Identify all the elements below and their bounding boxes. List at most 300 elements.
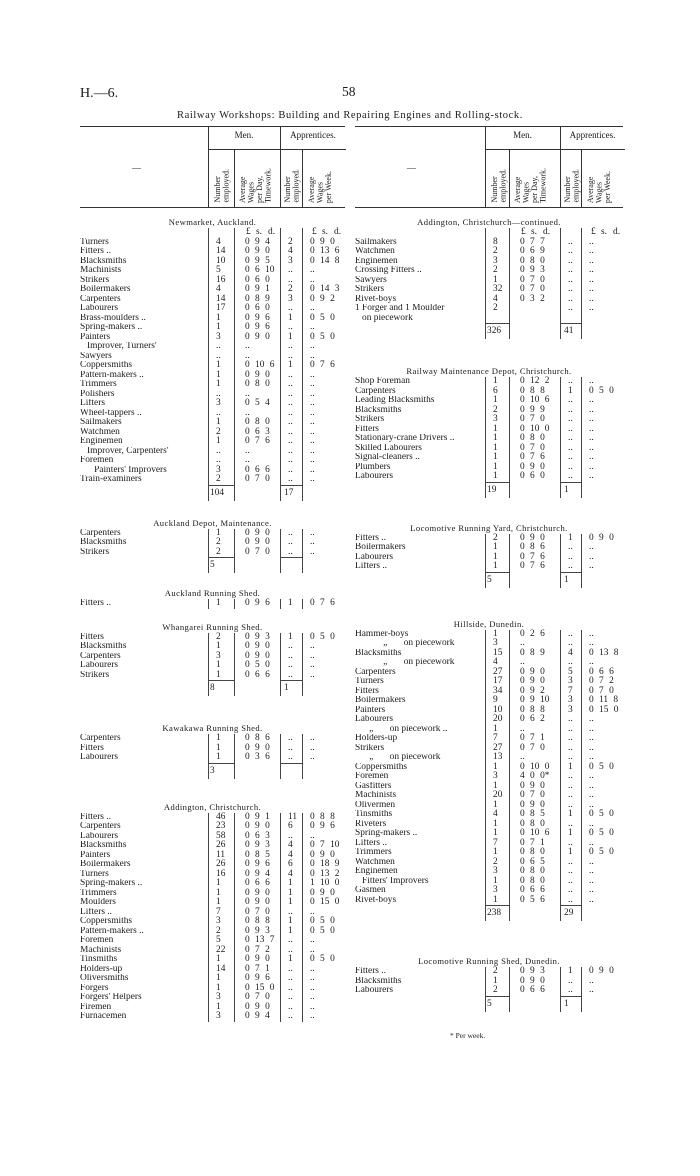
table-row — [355, 444, 623, 454]
men-number: 2 — [493, 856, 498, 867]
apprentice-wages: 0 7 6 — [310, 598, 335, 608]
unit-shillings: s. — [322, 227, 328, 237]
apprentice-wages: .. — [310, 944, 315, 955]
apprentice-number: .. — [288, 398, 293, 408]
section-rows — [80, 599, 345, 609]
men-number: 1 — [216, 360, 221, 370]
apprentice-number: .. — [288, 935, 293, 945]
apprentice-wages: .. — [589, 395, 594, 405]
apprentice-wages: .. — [589, 404, 594, 415]
apprentice-wages: 1 10 0 — [310, 878, 340, 888]
apprentice-number: 1 — [568, 532, 573, 543]
apprentice-number: 3 — [288, 293, 293, 304]
occupation: Improver, Carpenters' — [80, 446, 169, 456]
men-wages: 0 9 3 — [245, 925, 270, 936]
men-number: 26 — [216, 859, 226, 869]
header-dash: — — [132, 163, 141, 173]
apprentice-number: .. — [288, 752, 293, 762]
column-rule — [302, 557, 303, 573]
apprentice-wages: .. — [589, 657, 594, 667]
apprentice-wages: .. — [310, 546, 315, 557]
occupation: Signal-cleaners .. — [355, 453, 420, 462]
occupation: Foremen — [80, 456, 114, 465]
table-row — [80, 1003, 345, 1013]
apprentice-number: .. — [568, 799, 573, 810]
men-wages: 0 6 9 — [520, 246, 545, 256]
men-number: .. — [216, 388, 221, 399]
men-wages: 0 8 0 — [245, 379, 270, 389]
table-row — [80, 841, 345, 851]
men-wages: 0 7 1 — [520, 837, 545, 848]
table-row — [80, 276, 345, 286]
occupation: 1 Forger and 1 Moulder — [355, 304, 445, 313]
table-row — [80, 936, 345, 946]
column-rule — [509, 482, 510, 498]
men-wages: 0 9 0 — [245, 369, 270, 380]
apprentice-number: 3 — [568, 704, 573, 715]
men-number: 23 — [216, 821, 226, 831]
table-section — [80, 621, 345, 697]
men-number: 1 — [493, 274, 498, 285]
occupation: Sailmakers — [80, 418, 122, 427]
men-wages: 0 7 6 — [520, 561, 545, 571]
table-row — [355, 534, 623, 544]
occupation: Firemen — [80, 1002, 112, 1012]
col-men-wages: Average Wages per Day, Timework. — [513, 167, 548, 203]
occupation: Hammer-boys — [355, 629, 409, 639]
apprentice-wages: .. — [589, 875, 594, 886]
men-number: 1 — [493, 442, 498, 453]
apprentice-wages: 0 9 0 — [310, 849, 335, 860]
men-wages: 0 8 6 — [245, 733, 270, 743]
apprentice-wages: 0 9 0 — [589, 966, 614, 976]
table-row — [355, 377, 623, 387]
table-row — [355, 782, 623, 792]
apprentice-number: 1 — [288, 598, 293, 608]
apprentice-wages: .. — [589, 471, 594, 481]
men-wages: 0 6 6 — [520, 985, 545, 995]
table-row — [80, 447, 345, 457]
apprentice-number: .. — [288, 537, 293, 547]
men-wages: 0 8 6 — [520, 542, 545, 552]
men-number: 1 — [216, 322, 221, 332]
apprentice-wages: .. — [589, 985, 594, 995]
men-number: 17 — [493, 676, 503, 686]
table-row — [80, 409, 345, 419]
apprentice-wages: .. — [310, 1001, 315, 1012]
apprentice-number: .. — [288, 982, 293, 993]
occupation: Carpenters — [355, 667, 396, 677]
column-rule — [581, 323, 582, 339]
page-number: 58 — [342, 84, 356, 99]
men-number: 16 — [216, 274, 226, 285]
header-rule — [302, 149, 303, 207]
apprentice-number: 1 — [288, 916, 293, 926]
apprentice-number: .. — [288, 407, 293, 418]
men-wages: 0 6 3 — [245, 830, 270, 841]
occupation: Turners — [80, 237, 109, 247]
occupation: Lifters .. — [80, 907, 113, 917]
table-row — [355, 639, 623, 649]
apprentice-number: 3 — [288, 255, 293, 266]
men-number: 14 — [216, 293, 226, 304]
apprentice-wages: .. — [310, 1011, 315, 1021]
men-number: 1 — [493, 894, 498, 905]
apprentice-wages: .. — [310, 369, 315, 380]
apprentice-number: .. — [288, 963, 293, 974]
col-app-number: Number employed. — [283, 169, 301, 203]
column-rule — [280, 680, 281, 696]
men-wages: 0 9 0 — [520, 666, 545, 677]
apprentice-number: 7 — [568, 685, 573, 696]
table-row — [80, 965, 345, 975]
column-header — [355, 126, 623, 208]
men-wages: 0 15 0 — [245, 982, 275, 993]
table-row — [355, 706, 623, 716]
men-wages: 0 8 8 — [245, 916, 270, 926]
men-number: 14 — [216, 246, 226, 256]
apprentice-wages: .. — [310, 992, 315, 1002]
apprentice-number: .. — [568, 657, 573, 667]
apprentice-wages: .. — [589, 752, 594, 762]
table-row — [355, 877, 623, 887]
men-wages: 0 7 0 — [245, 992, 270, 1002]
apprentice-number: .. — [568, 856, 573, 867]
men-number: 1 — [216, 752, 221, 762]
men-wages: 4 0 0* — [520, 771, 550, 781]
unit-shillings: s. — [531, 227, 537, 237]
column-rule — [509, 572, 510, 588]
occupation: Holders-up — [80, 964, 123, 974]
apprentice-number: .. — [568, 442, 573, 453]
apprentice-wages: .. — [310, 641, 315, 651]
apprentice-wages: 0 13 8 — [589, 647, 619, 658]
occupation: Crossing Fitters .. — [355, 266, 422, 275]
table-row — [355, 553, 623, 563]
men-wages: 0 6 6 — [520, 885, 545, 895]
table-row — [355, 415, 623, 425]
apprentice-number: .. — [288, 379, 293, 389]
table-row — [80, 285, 345, 295]
occupation: Trimmers — [355, 848, 392, 857]
unit-pounds: £ — [591, 227, 596, 237]
column-rule — [208, 763, 209, 779]
apprentice-number: .. — [288, 369, 293, 380]
apprentice-number: .. — [288, 350, 293, 361]
men-number: .. — [216, 350, 221, 361]
men-number: .. — [216, 455, 221, 465]
men-wages: 0 7 0 — [245, 546, 270, 557]
occupation: Lifters — [80, 399, 105, 408]
table-row — [80, 917, 345, 927]
men-wages: 0 9 1 — [245, 284, 270, 294]
table-row — [355, 734, 623, 744]
apprentice-number: .. — [568, 790, 573, 800]
col-app-number: Number employed. — [563, 169, 581, 203]
men-number: 3 — [216, 398, 221, 408]
table-row — [80, 418, 345, 428]
table-row — [355, 314, 623, 324]
table-row — [355, 986, 623, 996]
apprentice-wages: .. — [310, 752, 315, 762]
table-row — [355, 396, 623, 406]
apprentice-number: 3 — [568, 676, 573, 686]
table-row — [355, 696, 623, 706]
table-section — [80, 801, 345, 1022]
men-number: 1 — [493, 799, 498, 810]
men-wages: 0 9 0 — [245, 331, 270, 342]
total-men: 326 — [487, 326, 502, 336]
men-number: 1 — [216, 742, 221, 753]
men-number: 3 — [216, 992, 221, 1002]
col-app-wages: Average Wages per Week. — [307, 170, 333, 203]
apprentice-number: .. — [568, 723, 573, 734]
men-number: 20 — [493, 714, 503, 724]
men-wages: 0 8 5 — [520, 809, 545, 819]
men-number: 27 — [493, 666, 503, 677]
apprentice-wages: .. — [589, 542, 594, 552]
occupation: „ on piecework — [355, 753, 441, 762]
apprentice-wages: 0 8 8 — [310, 811, 335, 822]
men-wages: .. — [520, 723, 525, 734]
table-row — [355, 715, 623, 725]
column-rule — [280, 485, 281, 501]
apprentice-wages: .. — [589, 561, 594, 571]
occupation: Tinsmiths — [355, 810, 393, 819]
men-wages: 0 7 0 — [520, 414, 545, 424]
men-number: 1 — [493, 461, 498, 472]
section-title: Newmarket, Auckland. — [168, 217, 257, 227]
apprentice-number: .. — [288, 445, 293, 456]
section-rows — [355, 967, 623, 996]
apprentice-wages: .. — [589, 461, 594, 472]
men-wages: 0 7 6 — [520, 452, 545, 462]
occupation: Wheel-tappers .. — [80, 408, 142, 418]
section-total — [80, 485, 345, 501]
apprentice-number: 1 — [568, 809, 573, 819]
table-row — [80, 428, 345, 438]
unit-pence: d. — [334, 227, 342, 237]
apprentice-wages: .. — [310, 274, 315, 285]
occupation: Tinsmiths — [80, 955, 118, 964]
section-rows — [80, 813, 345, 1022]
table-row — [80, 257, 345, 267]
occupation: Train-examiners — [80, 475, 142, 484]
apprentice-wages: 0 5 0 — [310, 925, 335, 936]
men-number: 1 — [216, 982, 221, 993]
table-row — [355, 649, 623, 659]
apprentice-number: .. — [288, 464, 293, 475]
header-men: Men. — [513, 130, 532, 140]
table-row — [355, 668, 623, 678]
occupation: Skilled Labourers — [355, 443, 422, 453]
apprentice-number: .. — [568, 395, 573, 405]
occupation: Lifters .. — [355, 838, 388, 848]
occupation: Spring-makers .. — [80, 879, 143, 888]
total-men: 5 — [487, 574, 492, 585]
apprentice-number: .. — [568, 542, 573, 552]
men-wages: 0 9 3 — [245, 840, 270, 850]
men-number: 1 — [493, 471, 498, 481]
men-number: 1 — [493, 761, 498, 772]
table-row — [355, 896, 623, 906]
apprentice-number: .. — [288, 546, 293, 557]
apprentice-wages: .. — [310, 982, 315, 993]
occupation: Holders-up — [355, 734, 398, 743]
apprentice-number: 3 — [568, 695, 573, 705]
apprentice-wages: .. — [310, 303, 315, 313]
column-rule — [581, 905, 582, 921]
apprentice-number: .. — [288, 650, 293, 661]
total-apprentices: 1 — [284, 683, 289, 693]
men-number: 3 — [216, 464, 221, 475]
occupation: Furnacemen — [80, 1012, 127, 1021]
men-number: 22 — [216, 944, 226, 955]
apprentice-wages: .. — [310, 963, 315, 974]
table-row — [80, 813, 345, 823]
men-wages: 0 9 5 — [245, 255, 270, 266]
occupation: Spring-makers .. — [80, 323, 143, 332]
apprentice-number: .. — [288, 669, 293, 680]
men-wages: 0 5 6 — [520, 894, 545, 905]
men-wages: 0 6 5 — [520, 856, 545, 867]
men-number: 4 — [493, 657, 498, 667]
apprentice-wages: .. — [310, 350, 315, 361]
table-row — [80, 879, 345, 889]
men-number: 1 — [216, 973, 221, 983]
apprentice-number: .. — [568, 551, 573, 562]
men-wages: 0 8 0 — [520, 866, 545, 876]
table-row — [355, 753, 623, 763]
apprentice-number: .. — [568, 303, 573, 313]
occupation: Enginemen — [355, 256, 398, 266]
men-wages: 0 9 0 — [245, 246, 270, 256]
occupation: Strikers — [80, 275, 110, 285]
occupation: „ on piecework — [355, 639, 455, 648]
apprentice-number: 1 — [568, 966, 573, 976]
table-row — [355, 276, 623, 286]
apprentice-wages: .. — [310, 830, 315, 841]
men-wages: 0 8 0 — [245, 417, 270, 427]
men-wages: 0 9 0 — [245, 887, 270, 898]
men-number: 2 — [493, 985, 498, 995]
table-section — [80, 722, 345, 779]
apprentice-wages: .. — [589, 975, 594, 986]
table-row — [355, 295, 623, 305]
occupation: Strikers — [80, 670, 110, 680]
occupation: Sawyers — [355, 275, 387, 285]
table-row — [80, 993, 345, 1003]
unit-shillings: s. — [256, 227, 262, 237]
apprentice-number: .. — [288, 303, 293, 313]
men-wages: 0 10 0 — [520, 423, 550, 434]
men-wages: 0 5 0 — [245, 660, 270, 670]
men-wages: 0 9 0 — [520, 461, 545, 472]
apprentice-wages: 0 13 6 — [310, 246, 340, 256]
apprentice-number: 11 — [288, 811, 298, 822]
apprentice-wages: .. — [589, 894, 594, 905]
men-number: 2 — [493, 303, 498, 313]
apprentice-wages: .. — [310, 426, 315, 437]
apprentice-wages: .. — [310, 265, 315, 275]
apprentice-number: .. — [288, 830, 293, 841]
men-wages: 0 9 0 — [520, 975, 545, 986]
occupation: Sailmakers — [355, 237, 397, 247]
table-row — [80, 671, 345, 681]
men-wages: 0 9 9 — [520, 404, 545, 415]
men-number: 1 — [216, 660, 221, 670]
occupation: Gasfitters — [355, 781, 392, 791]
table-row — [355, 839, 623, 849]
apprentice-number: 1 — [288, 360, 293, 370]
apprentice-wages: .. — [589, 293, 594, 304]
apprentice-wages: .. — [310, 341, 315, 351]
men-wages: 0 8 5 — [245, 849, 270, 860]
column-rule — [302, 763, 303, 779]
column-rule — [581, 482, 582, 498]
men-wages: 0 7 0 — [245, 906, 270, 917]
occupation: Labourers — [80, 661, 119, 670]
table-row — [355, 763, 623, 773]
apprentice-number: .. — [288, 742, 293, 753]
apprentice-wages: 0 5 0 — [589, 761, 614, 772]
men-wages: 0 9 0 — [245, 897, 270, 907]
units-row — [355, 228, 623, 238]
men-wages: 0 7 6 — [245, 436, 270, 446]
men-number: 15 — [493, 647, 503, 658]
men-number: 1 — [216, 379, 221, 389]
apprentice-number: .. — [288, 455, 293, 465]
section-title: Whangarei Running Shed. — [162, 621, 263, 632]
apprentice-wages: .. — [310, 407, 315, 418]
men-wages: .. — [245, 407, 250, 418]
apprentice-wages: 0 5 0 — [310, 631, 335, 642]
men-number: 3 — [493, 885, 498, 895]
men-number: 2 — [216, 474, 221, 484]
men-number: 1 — [216, 436, 221, 446]
apprentice-number: 6 — [288, 821, 293, 831]
men-number: 58 — [216, 830, 226, 841]
table-row — [80, 642, 345, 652]
men-number: 8 — [493, 236, 498, 247]
men-wages: 0 8 0 — [520, 875, 545, 886]
occupation: Machinists — [80, 266, 122, 275]
occupation: Spring-makers .. — [355, 829, 418, 838]
column-rule — [208, 557, 209, 573]
men-number: 1 — [493, 975, 498, 986]
apprentice-wages: .. — [589, 423, 594, 434]
occupation: Stationary-crane Drivers .. — [355, 434, 455, 443]
men-wages: 0 8 9 — [520, 647, 545, 658]
table-row — [355, 744, 623, 754]
table-row — [80, 908, 345, 918]
apprentice-wages: 0 15 0 — [589, 704, 619, 715]
occupation: Strikers — [355, 285, 385, 294]
table-row — [80, 744, 345, 754]
occupation: Turners — [80, 869, 109, 879]
men-wages: 0 8 8 — [520, 704, 545, 715]
table-row — [80, 955, 345, 965]
apprentice-number: .. — [568, 837, 573, 848]
apprentice-wages: 0 13 2 — [310, 868, 340, 879]
header-rule — [560, 149, 625, 150]
apprentice-wages: 0 7 6 — [310, 360, 335, 370]
men-wages: 0 12 2 — [520, 376, 550, 386]
occupation: Boilermakers — [355, 696, 406, 705]
column-rule — [234, 680, 235, 696]
occupation: Blacksmiths — [355, 976, 402, 986]
apprentice-wages: .. — [589, 246, 594, 256]
